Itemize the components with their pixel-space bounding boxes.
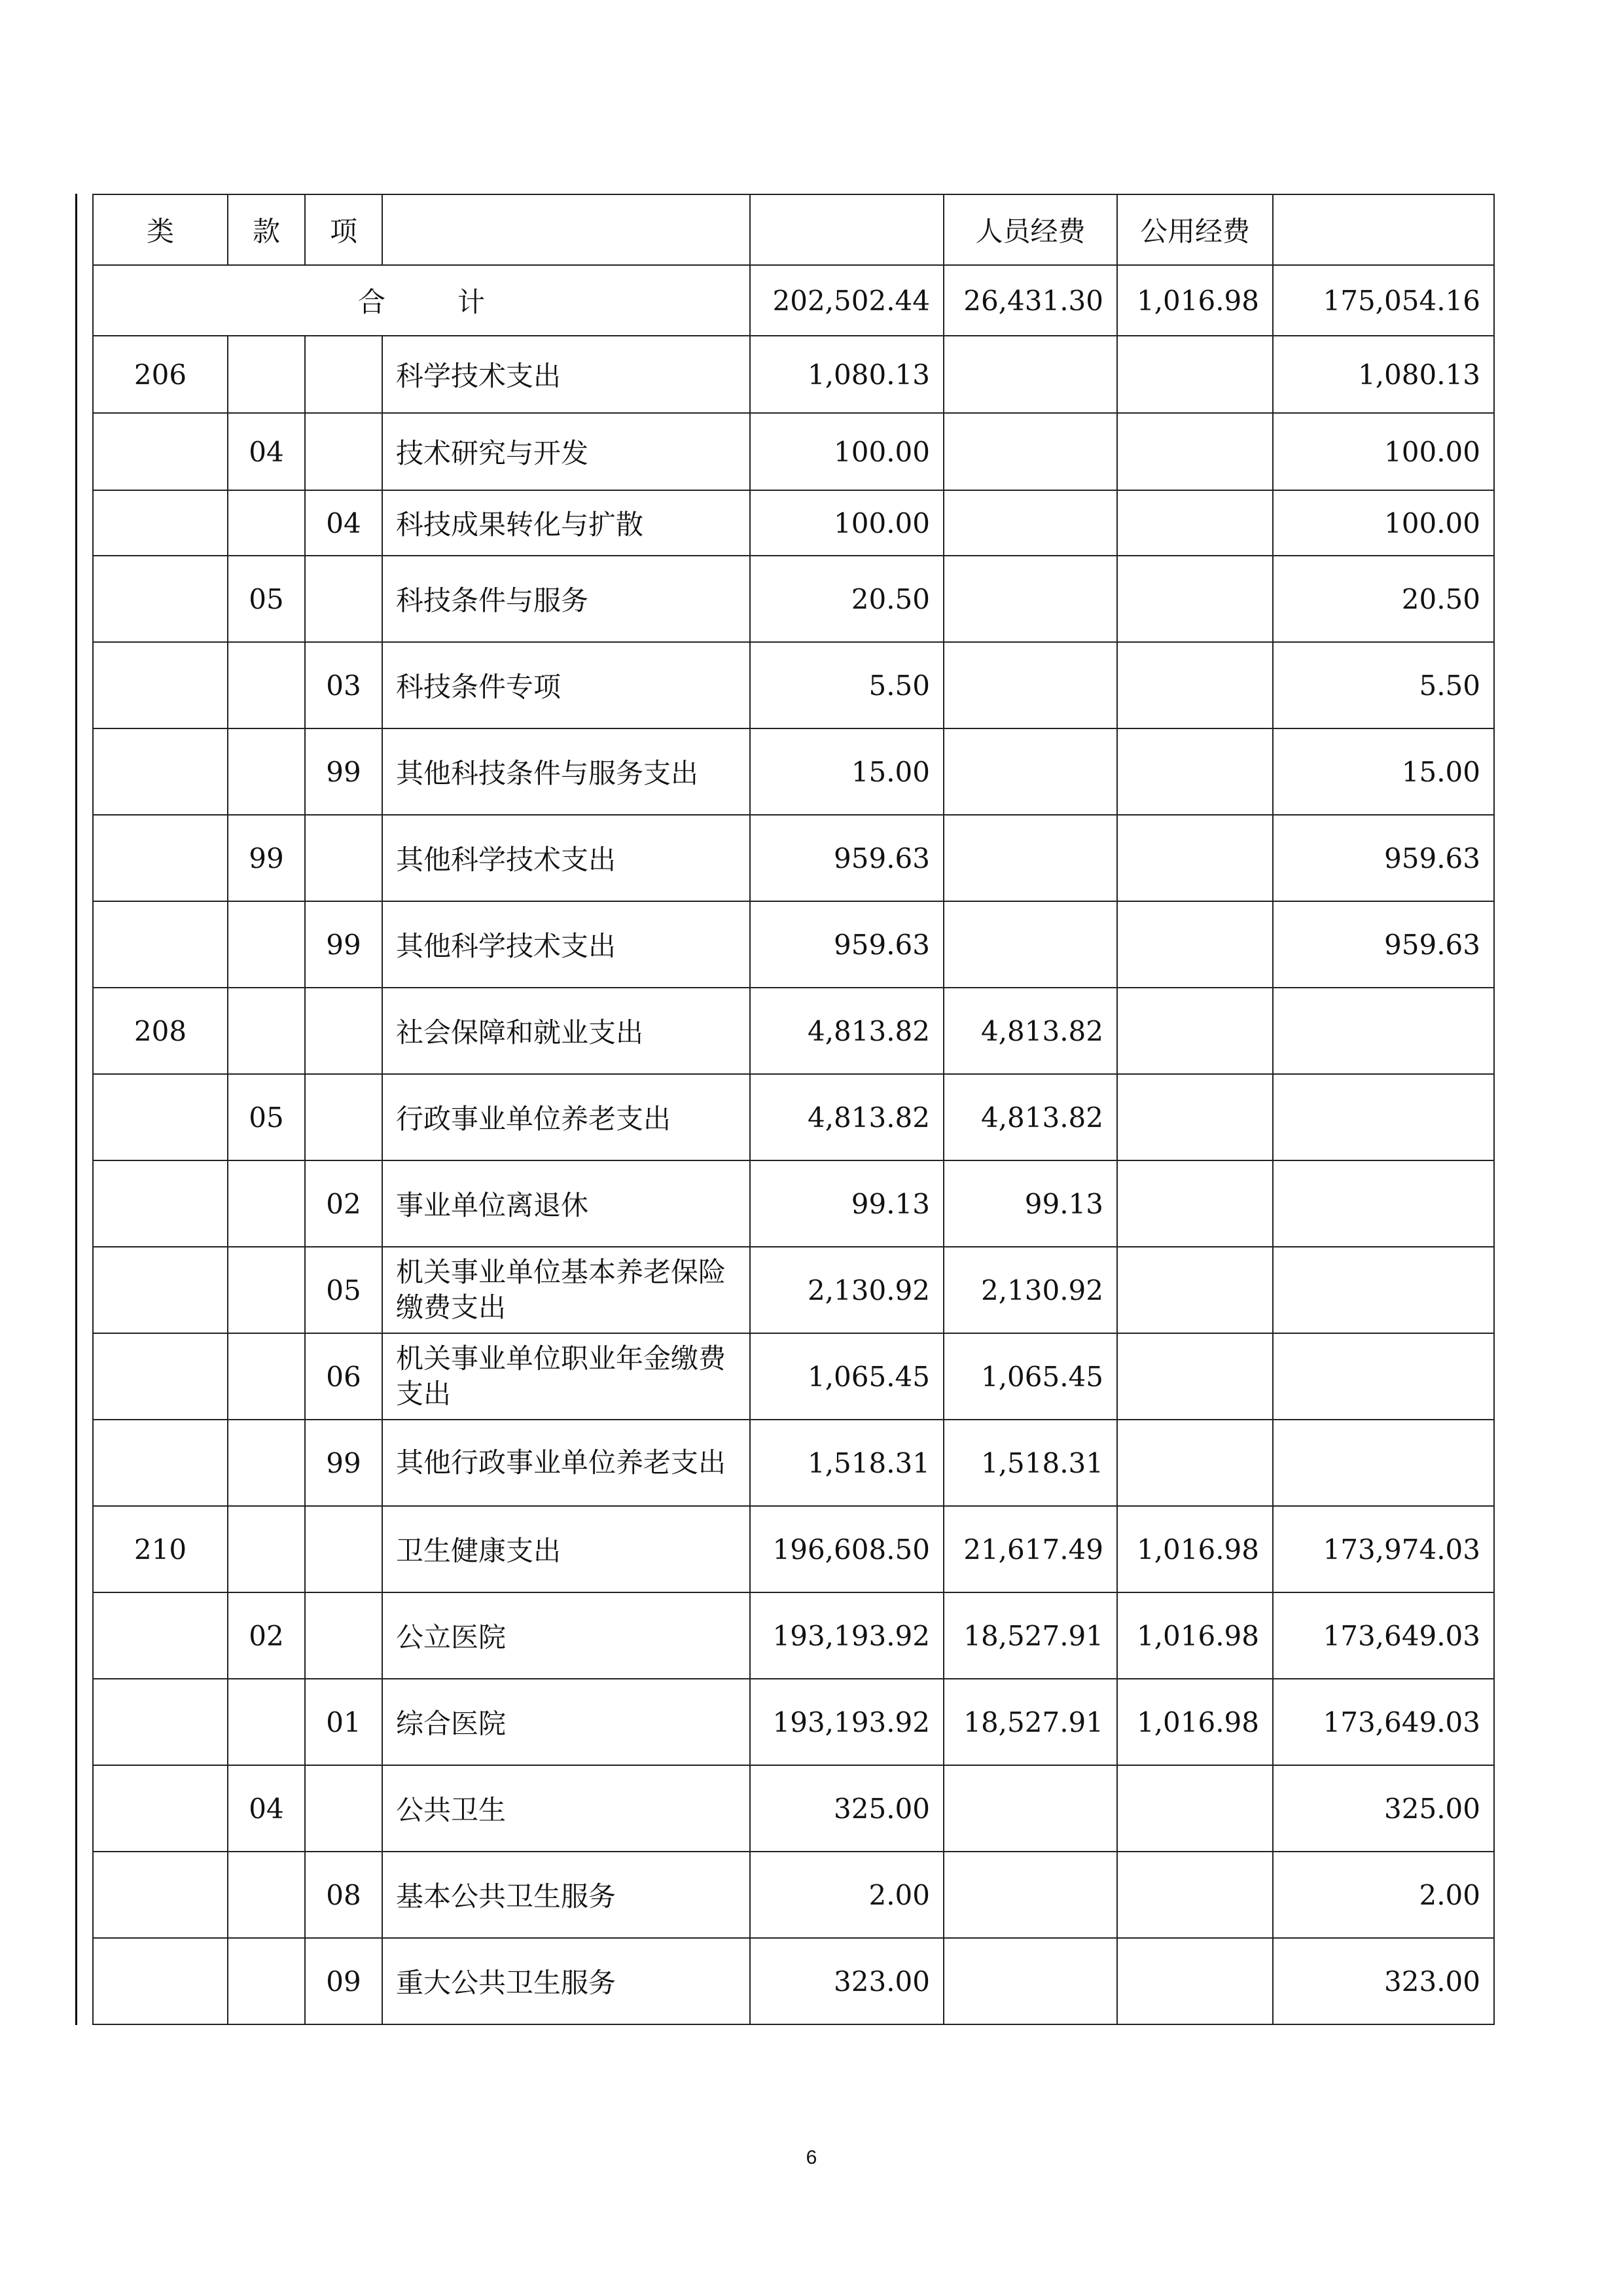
cell-xiang [305, 1074, 382, 1160]
cell-kuan: 05 [228, 1074, 305, 1160]
cell-xiang: 04 [305, 490, 382, 556]
cell-name: 综合医院 [382, 1679, 750, 1765]
cell-total: 5.50 [750, 642, 944, 728]
cell-kuan [228, 642, 305, 728]
cell-personnel [944, 901, 1117, 988]
cell-public-use [1117, 1247, 1273, 1333]
cell-kuan [228, 1420, 305, 1506]
cell-public-use [1117, 901, 1273, 988]
table-row [93, 490, 1494, 556]
cell-personnel [944, 642, 1117, 728]
cell-lei [93, 490, 228, 556]
cell-kuan [228, 1506, 305, 1592]
cell-lei [93, 556, 228, 642]
cell-total: 196,608.50 [750, 1506, 944, 1592]
cell-personnel: 4,813.82 [944, 988, 1117, 1074]
cell-lei: 210 [93, 1506, 228, 1592]
cell-kuan [228, 1679, 305, 1765]
cell-xiang: 99 [305, 901, 382, 988]
page-number: 6 [806, 2147, 817, 2168]
cell-lei [93, 815, 228, 901]
cell-personnel: 2,130.92 [944, 1247, 1117, 1333]
cell-kuan [228, 1938, 305, 2024]
cell-project [1273, 988, 1494, 1074]
header-kuan: 款 [228, 194, 305, 265]
cell-lei [93, 1765, 228, 1852]
cell-kuan [228, 1160, 305, 1247]
cell-kuan [228, 988, 305, 1074]
cell-total: 959.63 [750, 901, 944, 988]
cell-project: 20.50 [1273, 556, 1494, 642]
cell-project [1273, 1074, 1494, 1160]
cell-xiang [305, 413, 382, 490]
cell-total: 1,065.45 [750, 1333, 944, 1420]
cell-personnel: 4,813.82 [944, 1074, 1117, 1160]
cell-name: 公共卫生 [382, 1765, 750, 1852]
cell-project [1273, 1420, 1494, 1506]
table-row [93, 336, 1494, 413]
cell-public-use: 1,016.98 [1117, 1506, 1273, 1592]
cell-kuan [228, 490, 305, 556]
table-row [93, 1938, 1494, 2024]
header-xiang: 项 [305, 194, 382, 265]
table-row [93, 556, 1494, 642]
table-row [93, 1333, 1494, 1420]
cell-total: 323.00 [750, 1938, 944, 2024]
cell-total: 1,518.31 [750, 1420, 944, 1506]
cell-xiang [305, 1592, 382, 1679]
table-row [93, 728, 1494, 815]
cell-lei [93, 1420, 228, 1506]
cell-public-use [1117, 1333, 1273, 1420]
table-row [93, 1592, 1494, 1679]
cell-personnel: 1,065.45 [944, 1333, 1117, 1420]
table-row [93, 1420, 1494, 1506]
cell-project [1273, 1247, 1494, 1333]
table-row [93, 1852, 1494, 1938]
cell-lei [93, 642, 228, 728]
cell-lei [93, 1938, 228, 2024]
cell-personnel [944, 728, 1117, 815]
cell-project: 100.00 [1273, 413, 1494, 490]
cell-kuan [228, 1333, 305, 1420]
cell-name: 科技成果转化与扩散 [382, 490, 750, 556]
cell-public-use [1117, 728, 1273, 815]
cell-project: 959.63 [1273, 815, 1494, 901]
cell-project: 5.50 [1273, 642, 1494, 728]
cell-xiang: 99 [305, 1420, 382, 1506]
header-lei: 类 [93, 194, 228, 265]
summary-personnel: 26,431.30 [944, 265, 1117, 336]
cell-lei [93, 1074, 228, 1160]
cell-project: 15.00 [1273, 728, 1494, 815]
cell-lei [93, 901, 228, 988]
header-personnel: 人员经费 [944, 194, 1117, 265]
cell-project: 173,649.03 [1273, 1592, 1494, 1679]
cell-name: 行政事业单位养老支出 [382, 1074, 750, 1160]
table-header-row [93, 194, 1494, 265]
cell-kuan: 02 [228, 1592, 305, 1679]
table-row [93, 1506, 1494, 1592]
cell-name: 技术研究与开发 [382, 413, 750, 490]
cell-xiang: 09 [305, 1938, 382, 2024]
cell-lei: 206 [93, 336, 228, 413]
cell-xiang: 03 [305, 642, 382, 728]
cell-project: 323.00 [1273, 1938, 1494, 2024]
cell-personnel [944, 490, 1117, 556]
cell-name: 其他科技条件与服务支出 [382, 728, 750, 815]
cell-xiang: 05 [305, 1247, 382, 1333]
cell-name: 其他科学技术支出 [382, 901, 750, 988]
cell-kuan [228, 336, 305, 413]
cell-name: 机关事业单位基本养老保险缴费支出 [382, 1247, 750, 1333]
table-row [93, 642, 1494, 728]
cell-name: 科技条件专项 [382, 642, 750, 728]
cell-xiang: 01 [305, 1679, 382, 1765]
cell-kuan: 04 [228, 413, 305, 490]
cell-xiang [305, 1765, 382, 1852]
cell-personnel: 1,518.31 [944, 1420, 1117, 1506]
cell-public-use [1117, 815, 1273, 901]
cell-public-use: 1,016.98 [1117, 1592, 1273, 1679]
table-row [93, 901, 1494, 988]
summary-total: 202,502.44 [750, 265, 944, 336]
cell-project [1273, 1333, 1494, 1420]
cell-public-use [1117, 1852, 1273, 1938]
header-total [750, 194, 944, 265]
cell-name: 基本公共卫生服务 [382, 1852, 750, 1938]
cell-kuan: 04 [228, 1765, 305, 1852]
cell-lei [93, 728, 228, 815]
summary-public-use: 1,016.98 [1117, 265, 1273, 336]
cell-xiang: 99 [305, 728, 382, 815]
cell-personnel: 18,527.91 [944, 1592, 1117, 1679]
cell-lei [93, 1852, 228, 1938]
cell-public-use [1117, 556, 1273, 642]
summary-project: 175,054.16 [1273, 265, 1494, 336]
cell-kuan: 05 [228, 556, 305, 642]
cell-total: 193,193.92 [750, 1592, 944, 1679]
cell-lei [93, 1333, 228, 1420]
cell-project: 959.63 [1273, 901, 1494, 988]
cell-lei [93, 1592, 228, 1679]
cell-xiang [305, 1506, 382, 1592]
cell-personnel [944, 336, 1117, 413]
cell-public-use [1117, 1420, 1273, 1506]
cell-total: 193,193.92 [750, 1679, 944, 1765]
cell-personnel: 99.13 [944, 1160, 1117, 1247]
cell-xiang [305, 556, 382, 642]
cell-xiang [305, 988, 382, 1074]
cell-name: 公立医院 [382, 1592, 750, 1679]
cell-name: 其他科学技术支出 [382, 815, 750, 901]
table-row [93, 1679, 1494, 1765]
cell-total: 100.00 [750, 490, 944, 556]
cell-lei: 208 [93, 988, 228, 1074]
cell-public-use [1117, 336, 1273, 413]
cell-kuan [228, 728, 305, 815]
table-row [93, 1247, 1494, 1333]
table-row [93, 413, 1494, 490]
cell-personnel [944, 1852, 1117, 1938]
cell-public-use [1117, 490, 1273, 556]
cell-project: 1,080.13 [1273, 336, 1494, 413]
cell-project: 325.00 [1273, 1765, 1494, 1852]
cell-public-use [1117, 988, 1273, 1074]
cell-lei [93, 1247, 228, 1333]
cell-personnel [944, 1938, 1117, 2024]
cell-kuan [228, 1247, 305, 1333]
table-row [93, 1074, 1494, 1160]
cell-kuan: 99 [228, 815, 305, 901]
cell-public-use [1117, 1074, 1273, 1160]
cell-personnel: 21,617.49 [944, 1506, 1117, 1592]
table-row [93, 1160, 1494, 1247]
cell-name: 重大公共卫生服务 [382, 1938, 750, 2024]
cell-public-use [1117, 642, 1273, 728]
cell-project: 173,974.03 [1273, 1506, 1494, 1592]
summary-row [93, 265, 1494, 336]
cell-kuan [228, 1852, 305, 1938]
cell-total: 15.00 [750, 728, 944, 815]
cell-lei [93, 413, 228, 490]
cell-personnel [944, 556, 1117, 642]
cell-total: 100.00 [750, 413, 944, 490]
expenditure-table [92, 194, 1495, 2025]
header-project [1273, 194, 1494, 265]
cell-total: 325.00 [750, 1765, 944, 1852]
cell-personnel: 18,527.91 [944, 1679, 1117, 1765]
cell-name: 科学技术支出 [382, 336, 750, 413]
cell-total: 1,080.13 [750, 336, 944, 413]
cell-personnel [944, 1765, 1117, 1852]
summary-label [93, 265, 750, 336]
header-name [382, 194, 750, 265]
cell-project [1273, 1160, 1494, 1247]
cell-total: 4,813.82 [750, 988, 944, 1074]
table-row [93, 1765, 1494, 1852]
cell-public-use [1117, 1938, 1273, 2024]
summary-label-b: 计 [457, 286, 486, 318]
cell-xiang [305, 815, 382, 901]
summary-label-a: 合 [357, 286, 385, 318]
cell-xiang: 08 [305, 1852, 382, 1938]
cell-project: 2.00 [1273, 1852, 1494, 1938]
header-public-use: 公用经费 [1117, 194, 1273, 265]
cell-total: 20.50 [750, 556, 944, 642]
cell-xiang: 06 [305, 1333, 382, 1420]
cell-lei [93, 1160, 228, 1247]
cell-kuan [228, 901, 305, 988]
cell-lei [93, 1679, 228, 1765]
cell-total: 99.13 [750, 1160, 944, 1247]
cell-public-use [1117, 1765, 1273, 1852]
cell-project: 173,649.03 [1273, 1679, 1494, 1765]
cell-name: 社会保障和就业支出 [382, 988, 750, 1074]
cell-personnel [944, 815, 1117, 901]
cell-personnel [944, 413, 1117, 490]
cell-name: 其他行政事业单位养老支出 [382, 1420, 750, 1506]
cell-name: 事业单位离退休 [382, 1160, 750, 1247]
left-margin-rule [75, 194, 77, 2025]
cell-xiang: 02 [305, 1160, 382, 1247]
cell-total: 959.63 [750, 815, 944, 901]
cell-total: 4,813.82 [750, 1074, 944, 1160]
cell-public-use [1117, 1160, 1273, 1247]
cell-public-use: 1,016.98 [1117, 1679, 1273, 1765]
cell-name: 科技条件与服务 [382, 556, 750, 642]
table-row [93, 815, 1494, 901]
cell-name: 机关事业单位职业年金缴费支出 [382, 1333, 750, 1420]
cell-total: 2,130.92 [750, 1247, 944, 1333]
cell-total: 2.00 [750, 1852, 944, 1938]
table-row [93, 988, 1494, 1074]
cell-project: 100.00 [1273, 490, 1494, 556]
cell-public-use [1117, 413, 1273, 490]
cell-name: 卫生健康支出 [382, 1506, 750, 1592]
cell-xiang [305, 336, 382, 413]
